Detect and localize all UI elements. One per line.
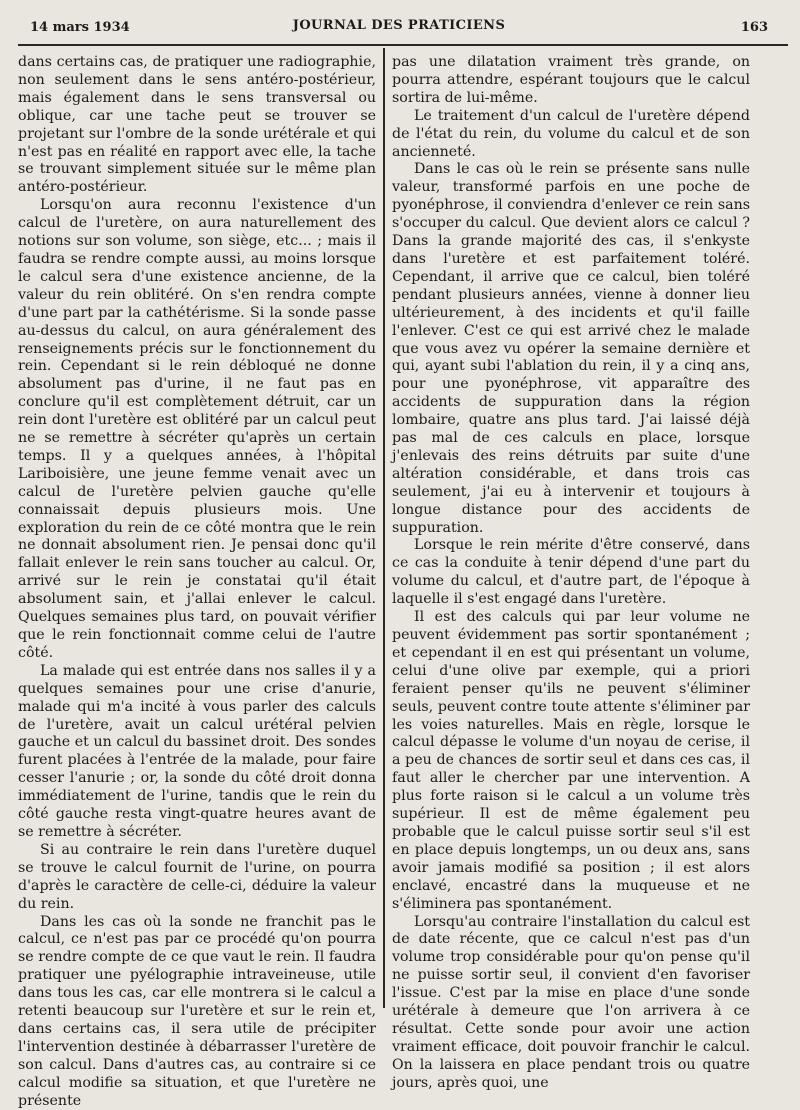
paragraph: Lorsqu'au contraire l'installation du calcul est de date récente, que ce calcul n'est pas d'un volume trop considérable pour qu'on pense qu'il ne puisse sortir seul, il convient d'en favoriser l'issue. C'est par la mise en place d'une sonde urétérale à demeure que l'on arrivera à ce résultat. Cette sonde pour avoir une action vraiment efficace, doit pouvoir franchir le calcul. On la laissera en place pendant trois ou quatre jours, après quoi, une — [392, 914, 750, 1093]
paragraph: pas une dilatation vraiment très grande, on pourra attendre, espérant toujours que le calcul sortira de lui-même. — [392, 54, 750, 108]
journal-title: JOURNAL DES PRATICIENS — [30, 18, 768, 33]
paragraph: La malade qui est entrée dans nos salles il y a quelques semaines pour une crise d'anurie, malade qui m'a incité à vous parler des calculs de l'uretère, avait un calcul urétéral pelvien gauche et un calcul du bassinet droit. Des sondes furent placées à l'entrée de la malade, pour faire cesser l'anurie ; or, la sonde du côté droit donna immédiatement de l'urine, tandis que le rein du côté gauche resta vingt-quatre heures avant de se remettre à sécréter. — [18, 663, 376, 842]
paragraph: Dans les cas où la sonde ne franchit pas le calcul, ce n'est pas par ce procédé qu'on pourra se rendre compte de ce que vaut le rein. Il faudra pratiquer une pyélographie intraveineuse, utile dans tous les cas, car elle montrera si le calcul a retenti beaucoup sur l'uretère et sur le rein et, dans certains cas, il sera utile de précipiter l'intervention destinée à débarrasser l'uretère de son calcul. Dans d'autres cas, au contraire si ce calcul modifie sa situation, et que l'uretère ne présente — [18, 914, 376, 1110]
page-header — [30, 14, 768, 34]
page-number: 163 — [741, 20, 768, 35]
right-column — [392, 54, 750, 1093]
issue-date: 14 mars 1934 — [30, 20, 130, 35]
paragraph: Lorsqu'on aura reconnu l'existence d'un calcul de l'uretère, on aura naturellement des notions sur son volume, son siège, etc... ; mais il faudra se rendre compte aussi, au moins lorsque le calcul sera d'une existence ancienne, de la valeur du rein oblitéré. On s'en rendra compte d'une part par la cathétérisme. Si la sonde passe au-dessus du calcul, on aura généralement des renseignements précis sur le fonctionnement du rein. Cependant si le rein débloqué ne donne absolument pas d'urine, il ne faut pas en conclure qu'il est complètement détruit, car un rein dont l'uretère est oblitéré par un calcul peut ne se remettre à sécréter qu'après un certain temps. Il y a quelques années, à l'hôpital Lariboisière, une jeune femme venait avec un calcul de l'uretère pelvien gauche qu'elle connaissait depuis plusieurs mois. Une exploration du rein de ce côté montra que le rein ne donnait absolument rien. Je pensai donc qu'il fallait enlever le rein sans toucher au calcul. Or, arrivé sur le rein je constatai qu'il était absolument sain, et j'allai enlever le calcul. Quelques semaines plus tard, on pouvait vérifier que le rein fonctionnait comme celui de l'autre côté. — [18, 197, 376, 663]
column-divider — [383, 48, 385, 1008]
header-rule — [18, 44, 788, 46]
left-column — [18, 54, 376, 1110]
paragraph: Le traitement d'un calcul de l'uretère dépend de l'état du rein, du volume du calcul et de son ancienneté. — [392, 108, 750, 162]
paragraph: Si au contraire le rein dans l'uretère duquel se trouve le calcul fournit de l'urine, on pourra d'après le caractère de celle-ci, déduire la valeur du rein. — [18, 842, 376, 914]
paragraph: Dans le cas où le rein se présente sans nulle valeur, transformé parfois en une poche de pyonéphrose, il conviendra d'enlever ce rein sans s'occuper du calcul. Que devient alors ce calcul ? Dans la grande majorité des cas, il s'enkyste dans l'uretère et est parfaitement toléré. Cependant, il arrive que ce calcul, bien toléré pendant plusieurs années, vienne à donner lieu ultérieurement, à des incidents et qu'il faille l'enlever. C'est ce qui est arrivé chez le malade que vous avez vu opérer la semaine dernière et qui, ayant subi l'ablation du rein, il y a cinq ans, pour une pyonéphrose, vit apparaître des accidents de suppuration dans la région lombaire, quatre ans plus tard. J'ai laissé déjà pas mal de ces calculs en place, lorsque j'enlevais des reins détruits par suite d'une altération considérable, et dans trois cas seulement, j'ai eu à intervenir et toujours à longue distance pour des accidents de suppuration. — [392, 161, 750, 537]
paragraph: dans certains cas, de pratiquer une radiographie, non seulement dans le sens antéro-postérieur, mais également dans le sens transversal ou oblique, car une tache peut se trouver se projetant sur l'ombre de la sonde urétérale et qui n'est pas en réalité en rapport avec elle, la tache se trouvant simplement située sur le même plan antéro-postérieur. — [18, 54, 376, 197]
paragraph: Lorsque le rein mérite d'être conservé, dans ce cas la conduite à tenir dépend d'une part du volume du calcul, et d'autre part, de l'époque à laquelle il s'est engagé dans l'uretère. — [392, 537, 750, 609]
paragraph: Il est des calculs qui par leur volume ne peuvent évidemment pas sortir spontanément ; et cependant il en est qui présentant un volume, celui d'une olive par exemple, qui a priori feraient penser qu'ils ne peuvent s'éliminer seuls, peuvent contre toute attente s'éliminer par les voies naturelles. Mais en règle, lorsque le calcul dépasse le volume d'un noyau de cerise, il a peu de chances de sortir seul et dans ces cas, il faut aller le chercher par une intervention. A plus forte raison si le calcul a un volume très supérieur. Il est de même également peu probable que le calcul puisse sortir seul s'il est en place depuis longtemps, un ou deux ans, sans avoir jamais modifié sa position ; il est alors enclavé, encastré dans la muqueuse et ne s'éliminera pas spontanément. — [392, 609, 750, 913]
